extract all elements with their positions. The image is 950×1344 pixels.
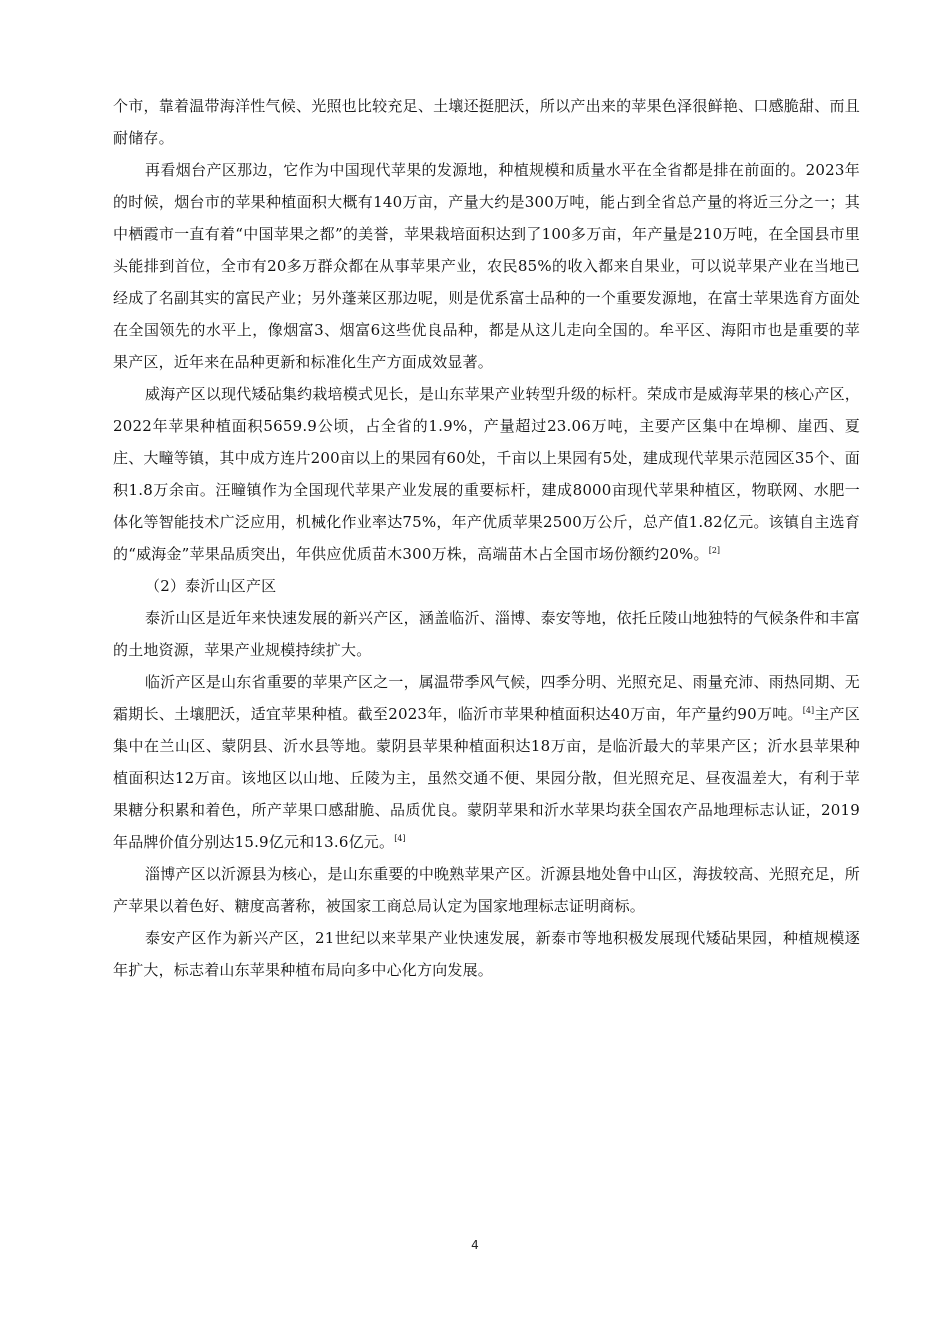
page-number: 4 — [471, 1238, 479, 1252]
paragraph-text: 淄博产区以沂源县为核心，是山东重要的中晚熟苹果产区。沂源县地处鲁中山区，海拔较高、光照充足，所产苹果以着色好、糖度高著称，被国家工商总局认定为国家地理标志证明商标。 — [113, 865, 860, 915]
paragraph-taian — [113, 922, 860, 986]
paragraph-text: 主产区集中在兰山区、蒙阴县、沂水县等地。蒙阴县苹果种植面积达18万亩，是临沂最大的苹果产区；沂水县苹果种植面积达12万亩。该地区以山地、丘陵为主，虽然交通不便、果园分散，但光照充足、昼夜温差大，有利于苹果糖分积累和着色，所产苹果口感甜脆、品质优良。蒙阴苹果和沂水苹果均获全国农产品地理标志认证，2019年品牌价值分别达15.9亿元和13.6亿元。 — [113, 705, 860, 851]
paragraph-text: 泰沂山区是近年来快速发展的新兴产区，涵盖临沂、淄博、泰安等地，依托丘陵山地独特的气候条件和丰富的土地资源，苹果产业规模持续扩大。 — [113, 609, 860, 659]
section-heading-taiyi — [113, 570, 860, 602]
citation-ref: [4] — [394, 834, 406, 843]
paragraph-weihai — [113, 378, 860, 570]
paragraph-text: 个市，靠着温带海洋性气候、光照也比较充足、土壤还挺肥沃，所以产出来的苹果色泽很鲜艳、口感脆甜、而且耐储存。 — [113, 97, 860, 147]
body-text — [113, 90, 860, 986]
paragraph-yantai — [113, 154, 860, 378]
citation-ref: [2] — [708, 546, 721, 555]
paragraph-linyi — [113, 666, 860, 858]
paragraph-text: 临沂产区是山东省重要的苹果产区之一，属温带季风气候，四季分明、光照充足、雨量充沛、雨热同期、无霜期长、土壤肥沃，适宜苹果种植。截至2023年，临沂市苹果种植面积达40万亩，年产量约90万吨。 — [113, 673, 860, 723]
paragraph-text: 泰安产区作为新兴产区，21世纪以来苹果产业快速发展，新泰市等地积极发展现代矮砧果园，种植规模逐年扩大，标志着山东苹果种植布局向多中心化方向发展。 — [113, 929, 860, 979]
paragraph-text: 威海产区以现代矮砧集约栽培模式见长，是山东苹果产业转型升级的标杆。荣成市是威海苹果的核心产区，2022年苹果种植面积5659.9公顷，占全省的1.9%，产量超过23.06万吨，主要产区集中在埠柳、崖西、夏庄、大疃等镇，其中成方连片200亩以上的果园有60处，千亩以上果园有5处，建成现代苹果示范园区35个、面积1.8万余亩。汪疃镇作为全国现代苹果产业发展的重要标杆，建成8000亩现代苹果种植区，物联网、水肥一体化等智能技术广泛应用，机械化作业率达75%，年产优质苹果2500万公斤，总产值1.82亿元。该镇自主选育的“威海金”苹果品质突出，年供应优质苗木300万株，高端苗木占全国市场份额约20%。 — [113, 385, 860, 563]
citation-ref: [4] — [802, 706, 815, 715]
paragraph-zibo — [113, 858, 860, 922]
heading-text: （2）泰沂山区产区 — [145, 577, 277, 595]
paragraph-continuation — [113, 90, 860, 154]
paragraph-text: 再看烟台产区那边，它作为中国现代苹果的发源地，种植规模和质量水平在全省都是排在前面的。2023年的时候，烟台市的苹果种植面积大概有140万亩，产量大约是300万吨，能占到全省总产量的将近三分之一；其中栖霞市一直有着“中国苹果之都”的美誉，苹果栽培面积达到了100多万亩，年产量是210万吨，在全国县市里头能排到首位，全市有20多万群众都在从事苹果产业，农民85%的收入都来自果业，可以说苹果产业在当地已经成了名副其实的富民产业；另外蓬莱区那边呢，则是优系富士品种的一个重要发源地，在富士苹果选育方面处在全国领先的水平上，像烟富3、烟富6这些优良品种，都是从这儿走向全国的。牟平区、海阳市也是重要的苹果产区，近年来在品种更新和标准化生产方面成效显著。 — [113, 161, 860, 371]
paragraph-taiyi — [113, 602, 860, 666]
